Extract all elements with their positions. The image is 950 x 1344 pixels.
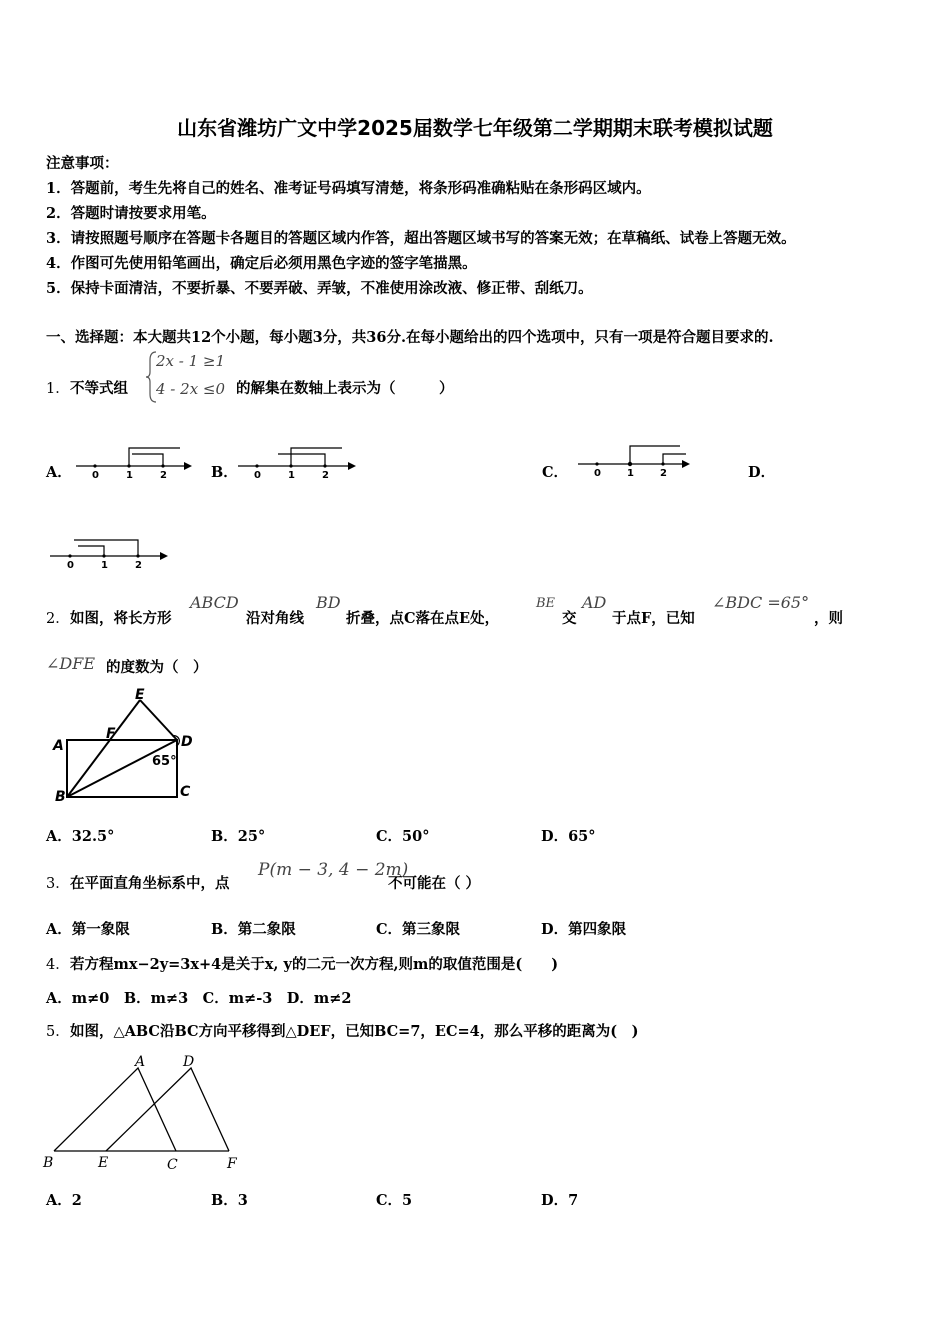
point-label-a: A <box>53 738 64 754</box>
notice-item-5: 5．保持卡面清洁，不要折暴、不要弄破、弄皱，不准使用涂改液、修正带、刮纸刀。 <box>46 280 593 297</box>
q2-math-angle-dfe: ∠DFE <box>46 654 96 673</box>
q3-option-b[interactable] <box>211 918 296 939</box>
page-title: 山东省潍坊广文中学2025届数学七年级第二学期期末联考模拟试题 <box>177 116 773 140</box>
option-label: A． <box>46 921 72 938</box>
point-label-f: F <box>227 1156 237 1172</box>
point-label-f: F <box>106 726 116 742</box>
tick-label: 1 <box>126 470 133 481</box>
q1-option-d-label[interactable]: D． <box>748 464 776 481</box>
q2-option-b[interactable] <box>211 825 265 846</box>
q1-ineq-2: 4 - 2x ≤0 <box>156 380 226 398</box>
tick-label: 0 <box>92 470 99 481</box>
q4-text: 若方程mx−2y=3x+4是关于x, y的二元一次方程,则m的取值范围是( ) <box>70 956 559 973</box>
tick-label: 2 <box>322 470 329 481</box>
q2-math-bd: BD <box>316 593 341 612</box>
notice-item-2: 2．答题时请按要求用笔。 <box>46 205 216 222</box>
option-value: 2 <box>71 1192 82 1209</box>
tick-label: 1 <box>627 468 634 479</box>
tick-label: 0 <box>67 560 74 571</box>
q2-math-angle-bdc: ∠BDC =65° <box>712 593 810 612</box>
option-value: 25° <box>237 828 266 845</box>
option-label: B． <box>211 921 238 938</box>
q2-option-a[interactable] <box>46 825 114 846</box>
q5-option-b[interactable] <box>211 1189 248 1210</box>
option-value: 50° <box>402 828 430 845</box>
option-value: 5 <box>402 1192 413 1209</box>
option-label: D． <box>541 828 569 845</box>
q3-option-a[interactable] <box>46 918 130 939</box>
notice-item-1: 1．答题前，考生先将自己的姓名、准考证号码填写清楚，将条形码准确粘贴在条形码区域内。 <box>46 180 651 197</box>
q1-number: 1． <box>46 381 70 397</box>
point-label-e: E <box>135 687 145 703</box>
q2-text-2: 沿对角线 <box>246 610 304 627</box>
q2-text-4: 交 <box>562 610 577 627</box>
q2-math-abcd: ABCD <box>190 593 239 612</box>
q2-text-1: 如图，将长方形 <box>70 610 172 627</box>
option-label: B． <box>211 1192 238 1209</box>
q3-math-point: P(m − 3, 4 − 2m) <box>258 860 409 880</box>
q4-number: 4． <box>46 957 70 973</box>
notice-heading: 注意事项： <box>46 155 119 172</box>
q5-option-c[interactable] <box>376 1189 412 1210</box>
angle-label: 65° <box>152 754 177 769</box>
option-value: 第一象限 <box>71 921 130 938</box>
option-label: C． <box>376 1192 403 1209</box>
q2-figure <box>50 688 200 808</box>
q5-option-d[interactable] <box>541 1189 578 1210</box>
tick-label: 0 <box>254 470 261 481</box>
point-label-d: D <box>183 1054 195 1070</box>
option-value: 第三象限 <box>402 921 461 938</box>
q1-option-c-label[interactable]: C． <box>542 464 569 481</box>
q2-text-7: 的度数为（ ） <box>106 659 208 676</box>
option-label: C． <box>376 921 403 938</box>
q2-math-ad: AD <box>582 593 607 612</box>
option-label: A． <box>46 1192 72 1209</box>
tick-label: 0 <box>594 468 601 479</box>
option-value: 3 <box>237 1192 248 1209</box>
option-value: 第二象限 <box>237 921 296 938</box>
option-label: B． <box>211 828 238 845</box>
q1-pre: 不等式组 <box>70 380 128 397</box>
point-label-b: B <box>43 1155 54 1171</box>
option-label: D． <box>541 921 569 938</box>
point-label-d: D <box>181 734 193 750</box>
q4-options[interactable]: A．m≠0 B．m≠3 C．m≠-3 D．m≠2 <box>46 990 352 1007</box>
q2-text-5: 于点F，已知 <box>612 610 695 627</box>
q1-post: 的解集在数轴上表示为（ ） <box>236 380 454 397</box>
tick-label: 2 <box>135 560 142 571</box>
option-label: D． <box>541 1192 569 1209</box>
option-value: 65° <box>568 828 596 845</box>
q1-option-b-label[interactable]: B． <box>211 464 238 481</box>
option-value: 第四象限 <box>568 921 627 938</box>
q2-text-3: 折叠，点C落在点E处， <box>346 610 500 627</box>
tick-label: 1 <box>288 470 295 481</box>
q3-option-d[interactable] <box>541 918 626 939</box>
q3-text-1: 在平面直角坐标系中，点 <box>70 875 230 892</box>
point-label-b: B <box>55 789 66 805</box>
option-label: A． <box>46 828 72 845</box>
q1-option-d-numberline <box>50 536 170 576</box>
q1-option-b-numberline <box>238 444 358 484</box>
q1-option-a-label[interactable]: A． <box>46 464 72 481</box>
section-heading: 一、选择题：本大题共12个小题，每小题3分，共36分.在每小题给出的四个选项中，只有一项是符合题目要求的. <box>46 329 774 346</box>
point-label-c: C <box>180 784 191 800</box>
q5-figure <box>40 1050 250 1175</box>
q3-option-c[interactable] <box>376 918 460 939</box>
tick-label: 2 <box>660 468 667 479</box>
point-label-a: A <box>135 1054 146 1070</box>
point-label-c: C <box>167 1157 178 1173</box>
q2-option-d[interactable] <box>541 825 596 846</box>
q5-text: 如图，△ABC沿BC方向平移得到△DEF，已知BC=7，EC=4，那么平移的距离为( ) <box>70 1023 639 1040</box>
q5-number: 5． <box>46 1024 70 1040</box>
option-label: C． <box>376 828 403 845</box>
q2-number: 2． <box>46 611 70 627</box>
point-label-e: E <box>98 1155 109 1171</box>
q3-text-2: 不可能在（ ） <box>388 875 481 892</box>
q2-math-be: BE <box>536 596 556 611</box>
tick-label: 2 <box>160 470 167 481</box>
notice-item-3: 3．请按照题号顺序在答题卡各题目的答题区域内作答，超出答题区域书写的答案无效；在草稿纸、试卷上答题无效。 <box>46 230 796 247</box>
q5-option-a[interactable] <box>46 1189 82 1210</box>
notice-item-4: 4．作图可先使用铅笔画出，确定后必须用黑色字迹的签字笔描黑。 <box>46 255 477 272</box>
q1-ineq-1: 2x - 1 ≥1 <box>156 352 226 370</box>
option-value: 7 <box>568 1192 579 1209</box>
q1-option-c-numberline <box>578 442 698 482</box>
q2-text-6: ，则 <box>814 610 843 627</box>
tick-label: 1 <box>101 560 108 571</box>
option-value: 32.5° <box>71 828 115 845</box>
q3-number: 3． <box>46 876 70 892</box>
q2-option-c[interactable] <box>376 825 429 846</box>
q1-option-a-numberline <box>76 444 196 484</box>
